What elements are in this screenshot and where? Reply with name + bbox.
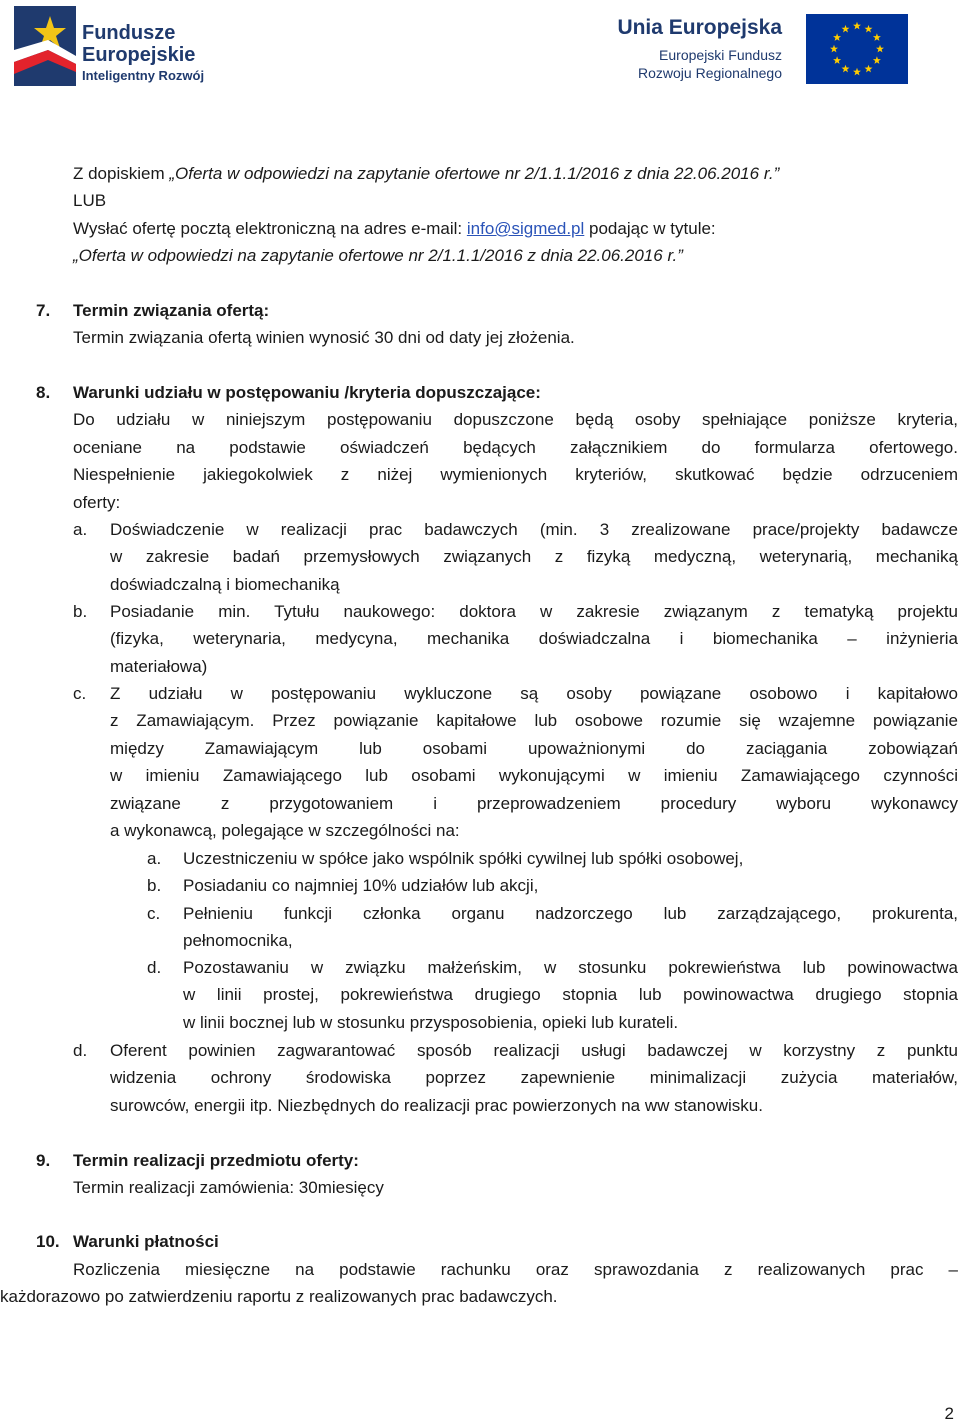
item-c (110, 680, 958, 844)
item-b-marker: b. (73, 602, 88, 621)
page-number: 2 (944, 1404, 954, 1423)
section7-heading: Termin związania ofertą: (73, 301, 270, 320)
section10-line1-block (73, 1256, 958, 1283)
subitem-d-line: w linii prostej, pokrewieństwa drugiego stopnia lub powinowactwa drugiego stopnia (183, 985, 958, 1005)
item-b (110, 598, 958, 680)
item-c-marker: c. (73, 684, 87, 703)
section8-number: 8. (36, 383, 51, 402)
item-c-line: w imieniu Zamawiającego lub osobami wykonującymi w imieniu Zamawiającego czynności (110, 766, 958, 786)
intro-line-1 (73, 160, 953, 187)
subitem-b-marker: b. (147, 876, 162, 895)
section7-body (73, 297, 953, 352)
fe-logo-line2: Europejskie (82, 44, 196, 66)
section10-line2-block (0, 1283, 900, 1310)
unia-europejska-logo (588, 14, 908, 84)
subitem-d (183, 954, 958, 1036)
section10-line2: każdorazowo po zatwierdzeniu raportu z realizowanych prac badawczych. (0, 1287, 558, 1306)
section8-heading: Warunki udziału w postępowaniu /kryteria dopuszczające: (73, 383, 541, 402)
subitem-d-line: w linii bocznej lub w stosunku przysposobienia, opieki lub kurateli. (183, 1012, 679, 1032)
eu-flag-icon (806, 14, 908, 84)
item-d-line: surowców, energii itp. Niezbędnych do realizacji prac powierzonych na ww stanowisku. (110, 1095, 763, 1115)
email-link[interactable]: info@sigmed.pl (466, 218, 585, 238)
subitem-d-line: Pozostawaniu w związku małżeńskim, w stosunku pokrewieństwa lub powinowactwa (183, 958, 958, 977)
intro-line-3 (73, 215, 953, 242)
item-c-line: między Zamawiającym lub osobami upoważnionymi do zaciągania zobowiązań (110, 738, 958, 758)
section10-number: 10. (36, 1232, 60, 1251)
ue-logo-line3: Rozwoju Regionalnego (638, 65, 782, 81)
item-c-line: a wykonawcą, polegające w szczególności na: (110, 821, 460, 841)
item-d-line: Oferent powinien zagwarantować sposób realizacji usługi badawczej w korzystny z punktu (110, 1041, 958, 1060)
subitem-a-marker: a. (147, 849, 162, 868)
item-a-marker: a. (73, 520, 88, 539)
subitem-c-line: pełnomocnika, (183, 931, 293, 951)
fundusze-europejskie-mark-icon (14, 6, 76, 86)
item-c-line: związane z przygotowaniem i przeprowadzeniem procedury wyboru wykonawcy (110, 793, 958, 813)
item-a-line: doświadczalną i biomechaniką (110, 574, 340, 594)
email-suffix: podając w tytule: (584, 218, 716, 238)
subitem-c-marker: c. (147, 904, 161, 923)
subitem-d-marker: d. (147, 958, 162, 977)
section10-heading: Warunki płatności (73, 1232, 219, 1251)
section7-text: Termin związania ofertą winien wynosić 30 dni od daty jej złożenia. (73, 328, 575, 348)
subitem-a-line: Uczestniczeniu w spółce jako wspólnik spółki cywilnej lub spółki osobowej, (183, 849, 744, 868)
section8-p1-line3: Niespełnienie jakiegokolwiek z niżej wymienionych kryteriów, skutkować będzie odrzuceniem (73, 465, 958, 485)
item-a-line: w zakresie badań przemysłowych związanych z fizyką medyczną, weterynarią, mechaniką (110, 547, 958, 567)
section9-text: Termin realizacji zamówienia: 30miesięcy (73, 1178, 384, 1198)
section8-p1-line2: oceniane na podstawie oświadczeń będących załącznikiem do formularza ofertowego. (73, 437, 958, 457)
section8-intro (73, 379, 958, 516)
item-d-marker: d. (73, 1041, 88, 1060)
intro-block (73, 160, 953, 270)
subitem-b-line: Posiadaniu co najmniej 10% udziałów lub akcji, (183, 876, 539, 895)
intro-or: LUB (73, 191, 107, 211)
subitem-c-line: Pełnieniu funkcji członka organu nadzorczego lub zarządzającego, prokurenta, (183, 904, 958, 923)
section9-heading: Termin realizacji przedmiotu oferty: (73, 1151, 359, 1170)
section9-number: 9. (36, 1151, 51, 1170)
section10-line1: Rozliczenia miesięczne na podstawie rachunku oraz sprawozdania z realizowanych prac – (73, 1260, 958, 1279)
item-b-line: materiałowa) (110, 656, 208, 676)
subitem-b (183, 872, 958, 899)
item-d (110, 1037, 958, 1119)
item-c-line: z Zamawiającym. Przez powiązanie kapitałowe lub osobowe rozumie się wzajemne powiązanie (110, 711, 958, 731)
item-a (110, 516, 958, 598)
subitem-c (183, 900, 958, 955)
item-d-line: widzenia ochrony środowiska poprzez zapewnienie minimalizacji zużycia materiałów, (110, 1068, 958, 1088)
section7-number: 7. (36, 301, 51, 320)
item-b-line: Posiadanie min. Tytułu naukowego: doktora w zakresie związanym z tematyką projektu (110, 602, 958, 621)
fundusze-europejskie-logo (14, 6, 264, 86)
subitem-a (183, 845, 958, 872)
section9-body (73, 1147, 953, 1202)
item-a-line: Doświadczenie w realizacji prac badawczych (min. 3 zrealizowane prace/projekty badawcze (110, 520, 958, 539)
section8-p1-line4: oferty: (73, 492, 121, 512)
ue-logo-line2: Europejski Fundusz (659, 47, 782, 63)
email-prefix: Wysłać ofertę pocztą elektroniczną na adres e-mail: (73, 218, 467, 238)
item-c-line: Z udziału w postępowaniu wykluczone są osoby powiązane osobowo i kapitałowo (110, 684, 958, 703)
item-b-line: (fizyka, weterynaria, medycyna, mechanika doświadczalna i biomechanika – inżynieria (110, 629, 958, 649)
fe-logo-line3: Inteligentny Rozwój (82, 68, 205, 83)
intro-prefix: Z dopiskiem (73, 164, 170, 183)
fe-logo-line1: Fundusze (82, 22, 176, 44)
section10-heading-block (73, 1228, 953, 1255)
ue-logo-line1: Unia Europejska (617, 16, 782, 39)
section8-p1-line1: Do udziału w niniejszym postępowaniu dopuszczone będą osoby spełniające poniższe kryteria, (73, 410, 958, 430)
intro-offer-title: „Oferta w odpowiedzi na zapytanie ofertowe nr 2/1.1.1/2016 z dnia 22.06.2016 r.” (169, 164, 780, 183)
intro-offer-title-2: „Oferta w odpowiedzi na zapytanie ofertowe nr 2/1.1.1/2016 z dnia 22.06.2016 r.” (73, 246, 683, 266)
